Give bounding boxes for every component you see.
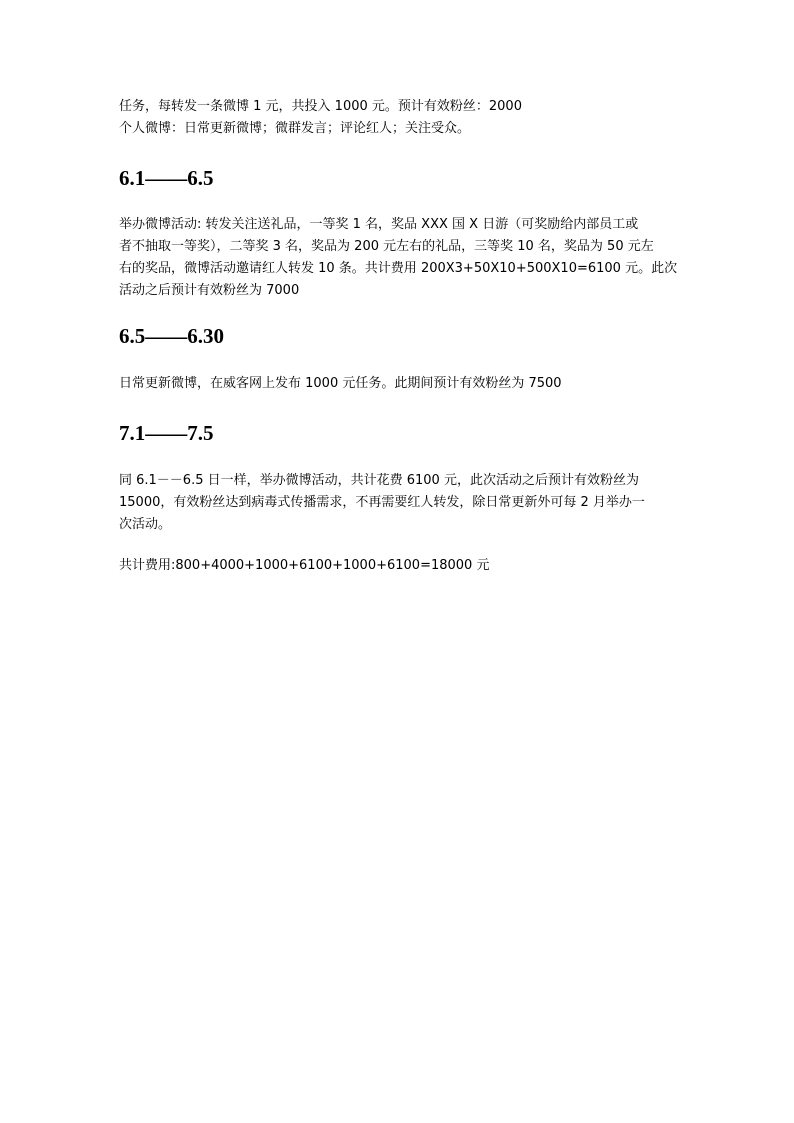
section-heading-2: 6.5——6.30 xyxy=(119,324,224,348)
paragraph-line: 者不抽取一等奖），二等奖 3 名，奖品为 200 元左右的礼品，三等奖 10 名，奖品为 50 元左 xyxy=(119,239,654,254)
total-cost: 共计费用:800+4000+1000+6100+1000+6100=18000 元 xyxy=(119,558,490,573)
section-heading-3: 7.1——7.5 xyxy=(119,421,214,445)
paragraph-line: 日常更新微博，在威客网上发布 1000 元任务。此期间预计有效粉丝为 7500 xyxy=(119,376,562,391)
paragraph-line: 同 6.1－－6.5 日一样，举办微博活动，共计花费 6100 元，此次活动之后预计有效粉丝为 xyxy=(119,473,639,488)
section-heading-1: 6.1——6.5 xyxy=(119,166,214,190)
intro-line-2: 个人微博：日常更新微博；微群发言；评论红人；关注受众。 xyxy=(119,121,471,136)
paragraph-line: 15000，有效粉丝达到病毒式传播需求，不再需要红人转发，除日常更新外可每 2 月举办一 xyxy=(119,495,645,510)
paragraph-line: 次活动。 xyxy=(119,517,172,532)
intro-line-1: 任务，每转发一条微博 1 元，共投入 1000 元。预计有效粉丝：2000 xyxy=(119,99,522,114)
paragraph-line: 活动之后预计有效粉丝为 7000 xyxy=(119,283,300,298)
paragraph-line: 右的奖品，微博活动邀请红人转发 10 条。共计费用 200X3+50X10+500X10=6100 元。此次 xyxy=(119,261,678,276)
paragraph-line: 举办微博活动: 转发关注送礼品，一等奖 1 名，奖品 XXX 国 X 日游（可奖励给内部员工或 xyxy=(119,217,639,232)
